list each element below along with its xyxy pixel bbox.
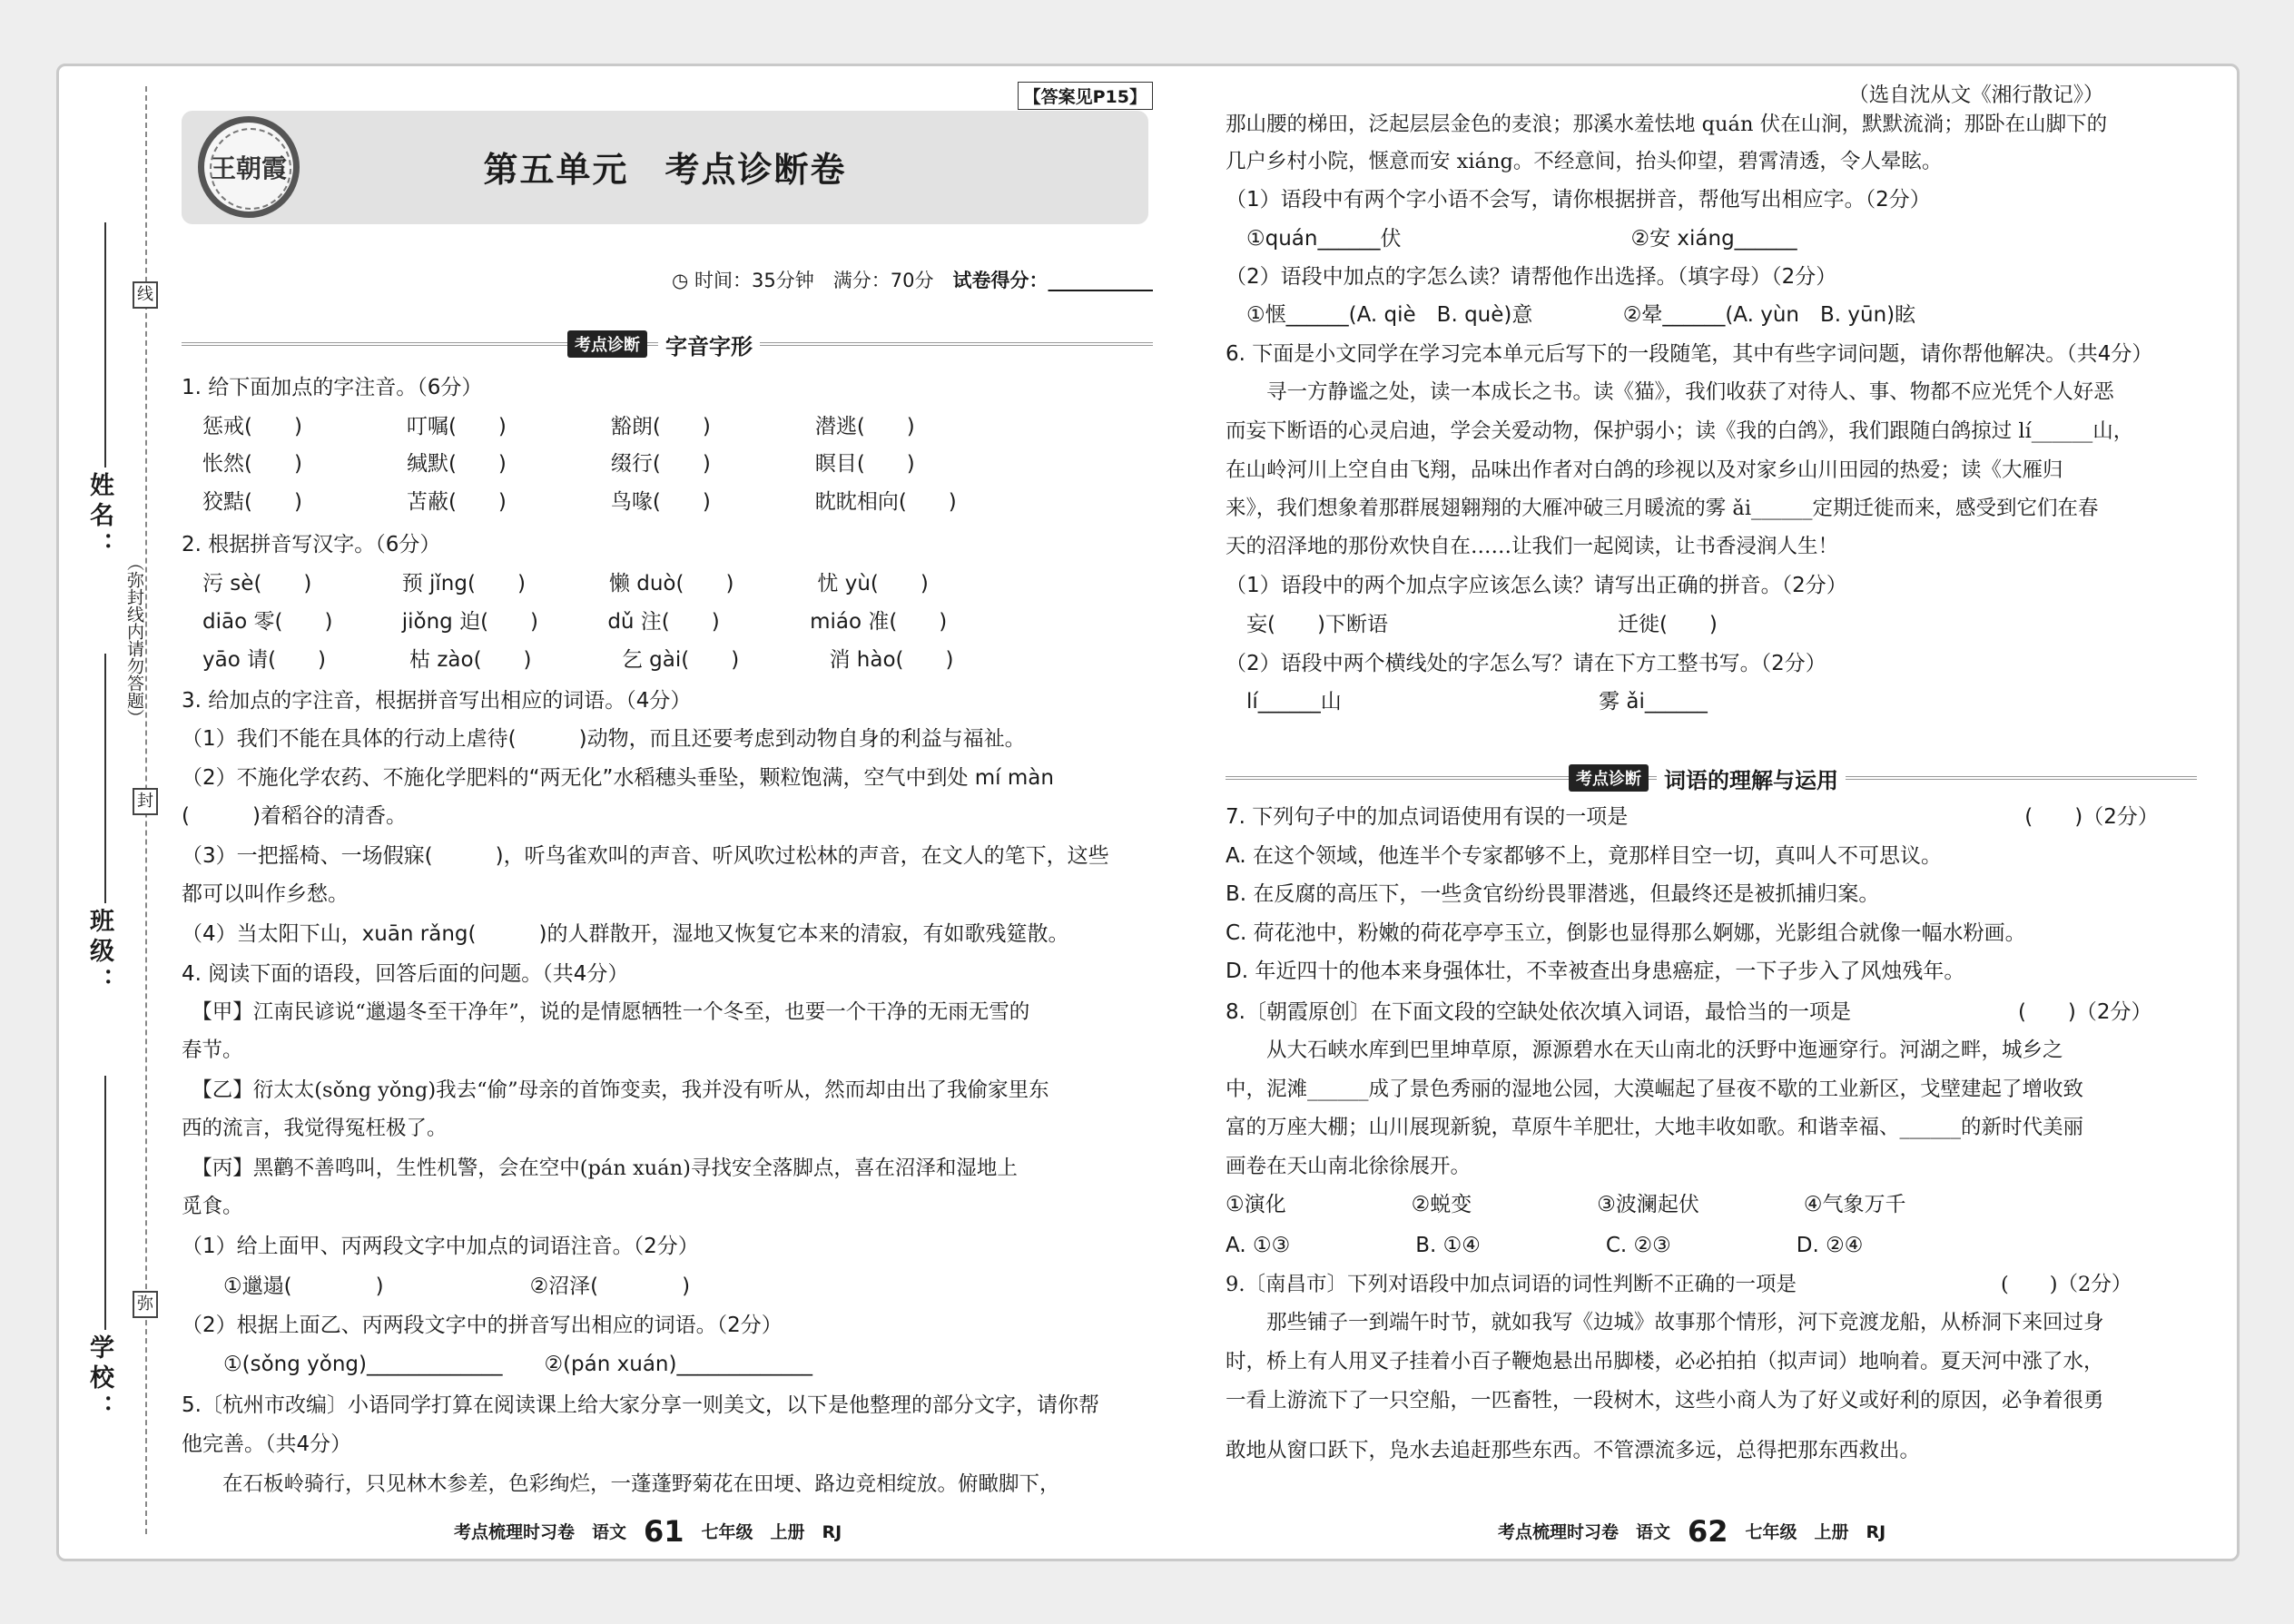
right-line: 时，桥上有人用叉子挂着小百子鞭炮悬出吊脚楼，必必拍拍（拟声词）地响着。夏天河中涨了水， — [1226, 1350, 2104, 1373]
left-line: ①(sǒng yǒng)_____________ ②(pán xuán)_____________ — [182, 1353, 812, 1376]
left-line: （4）当太阳下山，xuān rǎng( )的人群散开，湿地又恢复它本来的清寂，有如歌残筵散。 — [182, 922, 1069, 946]
left-line: 西的流言，我觉得冤枉极了。 — [182, 1117, 448, 1140]
left-line: 都可以叫作乡愁。 — [182, 882, 349, 906]
right-line: C. 荷花池中，粉嫩的荷花亭亭玉立，倒影也显得那么婀娜，光影组合就像一幅水粉画。 — [1226, 921, 2026, 945]
right-line: 从大石峡水库到巴里坤草原，源源碧水在天山南北的沃野中迤逦穿行。河湖之畔，城乡之 — [1226, 1038, 2063, 1062]
section-header-1 — [182, 329, 1153, 359]
footer-suffix: 七年级 上册 RJ — [684, 1522, 842, 1542]
right-line: ①演化 ②蜕变 ③波澜起伏 ④气象万千 — [1226, 1193, 1906, 1216]
logo-text: 王朝霞 — [210, 153, 287, 183]
right-line: 天的沼泽地的那份欢快自在……让我们一起阅读，让书香浸润人生！ — [1226, 535, 1839, 558]
class-label: 班级： — [85, 908, 113, 998]
left-line: 觅食。 — [182, 1195, 243, 1218]
page-number: 61 — [644, 1514, 684, 1549]
left-line: 5.〔杭州市改编〕小语同学打算在阅读课上给大家分享一则美文，以下是他整理的部分文字，请你帮 — [182, 1393, 1099, 1417]
right-line: 富的万座大棚；山川展现新貌，草原牛羊肥壮，大地丰收如歌。和谐幸福、______的新时代美丽 — [1226, 1116, 2084, 1139]
exam-meta — [672, 266, 1153, 293]
right-line: 那些铺子一到端午时节，就如我写《边城》故事那个情形，河下竞渡龙船，从桥洞下来回过身 — [1226, 1311, 2104, 1334]
school-label: 学校： — [85, 1334, 113, 1424]
answer-reference: 【答案见P15】 — [1018, 82, 1153, 110]
left-line: 狡黠( ) 苫蔽( ) 鸟喙( ) 眈眈相向( ) — [182, 490, 957, 514]
right-line: D. 年近四十的他本来身强体壮，不幸被查出身患癌症，一下子步入了风烛残年。 — [1226, 960, 1965, 983]
right-line: 妄( )下断语 迁徙( ) — [1226, 613, 1718, 636]
score-field[interactable]: 试卷得分：___________ — [952, 270, 1153, 291]
section-header-2 — [1226, 763, 2197, 793]
right-line: 而妄下断语的心灵启迪，学会关爱动物，保护弱小；读《我的白鸽》，我们跟随白鸽掠过 lí______山， — [1226, 419, 2134, 443]
right-line: 8.〔朝霞原创〕在下面文段的空缺处依次填入词语，最恰当的一项是 ( )（2分） — [1226, 1000, 2152, 1024]
section-title: 字音字形 — [658, 329, 760, 360]
footer-suffix: 七年级 上册 RJ — [1728, 1522, 1886, 1542]
right-line: 7. 下列句子中的加点词语使用有误的一项是 ( )（2分） — [1226, 805, 2159, 829]
right-line: lí______山 雾 ǎi______ — [1226, 690, 1708, 714]
right-line: （2）语段中加点的字怎么读？请帮他作出选择。（填字母）（2分） — [1226, 265, 1837, 289]
school-field[interactable] — [104, 1076, 106, 1330]
section-title: 词语的理解与运用 — [1657, 763, 1846, 794]
left-line: 1. 给下面加点的字注音。（6分） — [182, 376, 483, 399]
right-line: （选自沈从文《湘行散记》） — [1226, 84, 2104, 107]
right-line: 几户乡村小院，惬意而安 xiáng。不经意间，抬头仰望，碧霄清透，令人晕眩。 — [1226, 150, 1943, 173]
page-title: 第五单元 考点诊断卷 — [483, 150, 847, 190]
left-line: 【甲】江南民谚说“邋遢冬至干净年”，说的是情愿牺牲一个冬至，也要一个干净的无雨无雪的 — [182, 1000, 1030, 1024]
footer-prefix: 考点梳理时习卷 语文 — [1498, 1522, 1689, 1542]
right-line: 寻一方静谧之处，读一本成长之书。读《猫》，我们收获了对待人、事、物都不应光凭个人好恶 — [1226, 380, 2114, 404]
left-line: （2）不施化学农药、不施化学肥料的“两无化”水稻穗头垂坠，颗粒饱满，空气中到处 mí màn — [182, 766, 1054, 790]
class-field[interactable] — [104, 654, 106, 903]
right-line: A. 在这个领域，他连半个专家都够不上，竟那样目空一切，真叫人不可思议。 — [1226, 844, 1942, 868]
time-score: 时间：35分钟 满分：70分 — [694, 270, 934, 291]
binding-mark-feng: 封 — [133, 788, 158, 815]
left-line: ①邋遢( ) ②沼泽( ) — [182, 1275, 691, 1298]
right-line: A. ①③ B. ①④ C. ②③ D. ②④ — [1226, 1234, 1864, 1257]
left-line: 怅然( ) 缄默( ) 缀行( ) 瞑目( ) — [182, 452, 915, 476]
right-line: 来》，我们想象着那群展翅翱翔的大雁冲破三月暖流的雾 ǎi______定期迁徙而来，感受到它们在春 — [1226, 497, 2099, 520]
left-line: 【丙】黑鹳不善鸣叫，生性机警，会在空中(pán xuán)寻找安全落脚点，喜在沼泽和湿地上 — [182, 1156, 1018, 1180]
left-line: 4. 阅读下面的语段，回答后面的问题。（共4分） — [182, 962, 629, 986]
page-number: 62 — [1688, 1514, 1728, 1549]
left-line: （2）根据上面乙、丙两段文字中的拼音写出相应的词语。（2分） — [182, 1314, 783, 1337]
right-line: 画卷在天山南北徐徐展开。 — [1226, 1155, 1472, 1178]
left-line: 2. 根据拼音写汉字。（6分） — [182, 533, 441, 556]
right-line: 敢地从窗口跃下，凫水去追赶那些东西。不管漂流多远，总得把那东西救出。 — [1226, 1439, 1921, 1462]
right-line: （1）语段中的两个加点字应该怎么读？请写出正确的拼音。（2分） — [1226, 574, 1847, 597]
left-line: 他完善。（共4分） — [182, 1432, 352, 1456]
left-line: （1）我们不能在具体的行动上虐待( )动物，而且还要考虑到动物自身的利益与福祉。 — [182, 727, 1026, 751]
clock-icon: ◷ — [672, 270, 689, 291]
left-line: 在石板岭骑行，只见林木参差，色彩绚烂，一蓬蓬野菊花在田埂、路边竞相绽放。俯瞰脚下， — [182, 1472, 1060, 1496]
left-line: （1）给上面甲、丙两段文字中加点的词语注音。（2分） — [182, 1235, 699, 1258]
left-line: yāo 请( ) 枯 zào( ) 乞 gài( ) 消 hào( ) — [182, 648, 954, 672]
right-line: ①惬______(A. qiè B. què)意 ②晕______(A. yùn B. yūn)眩 — [1226, 303, 1916, 327]
right-line: 一看上游流下了一只空船，一匹畜牲，一段树木，这些小商人为了好义或好利的原因，必争着很勇 — [1226, 1389, 2104, 1412]
left-line: 春节。 — [182, 1038, 243, 1062]
right-line: 那山腰的梯田，泛起层层金色的麦浪；那溪水羞怯地 quán 伏在山涧，默默流淌；那卧在山脚下的 — [1226, 113, 2108, 136]
right-line: 6. 下面是小文同学在学习完本单元后写下的一段随笔，其中有些字词问题，请你帮他解决。（共4分） — [1226, 342, 2153, 366]
left-line: 惩戒( ) 叮嘱( ) 豁朗( ) 潜逃( ) — [182, 415, 915, 438]
left-line: （3）一把摇椅、一场假寐( )，听鸟雀欢叫的声音、听风吹过松林的声音，在文人的笔下，这些 — [182, 844, 1109, 868]
left-line: 污 sè( ) 预 jǐng( ) 懒 duò( ) 忧 yù( ) — [182, 572, 929, 595]
binding-mark-mi: 弥 — [133, 1291, 158, 1318]
title-banner — [182, 111, 1148, 224]
right-line: ①quán______伏 ②安 xiáng______ — [1226, 227, 1797, 251]
name-label: 姓名： — [85, 472, 113, 562]
footer-prefix: 考点梳理时习卷 语文 — [454, 1522, 645, 1542]
right-line: 9.〔南昌市〕下列对语段中加点词语的词性判断不正确的一项是 ( )（2分） — [1226, 1273, 2132, 1296]
section-tag: 考点诊断 — [1569, 764, 1649, 792]
binding-mark-xian: 线 — [133, 281, 158, 309]
left-line: ( )着稻谷的清香。 — [182, 804, 407, 828]
right-line: 中，泥滩______成了景色秀丽的湿地公园，大漠崛起了昼夜不歇的工业新区，戈壁建起了增收致 — [1226, 1078, 2084, 1101]
right-line: B. 在反腐的高压下，一些贪官纷纷畏罪潜逃，但最终还是被抓捕归案。 — [1226, 882, 1880, 906]
section-tag: 考点诊断 — [567, 330, 647, 358]
right-line: 在山岭河川上空自由飞翔，品味出作者对白鸽的珍视以及对家乡山川田园的热爱；读《大雁归 — [1226, 458, 2063, 482]
right-line: （2）语段中两个横线处的字怎么写？请在下方工整书写。（2分） — [1226, 652, 1826, 675]
name-field[interactable] — [104, 222, 106, 468]
footer-right — [1498, 1514, 1885, 1549]
binding-warning: （弥封线内请勿答题） — [124, 554, 144, 726]
left-line: 【乙】衍太太(sǒng yǒng)我去“偷”母亲的首饰变卖，我并没有听从，然而却由出了我偷家里东 — [182, 1078, 1049, 1102]
right-line: （1）语段中有两个字小语不会写，请你根据拼音，帮他写出相应字。（2分） — [1226, 188, 1931, 212]
left-line: 3. 给加点的字注音，根据拼音写出相应的词语。（4分） — [182, 689, 692, 713]
footer-left — [454, 1514, 842, 1549]
left-line: diāo 零( ) jiǒng 迫( ) dǔ 注( ) miáo 准( ) — [182, 610, 948, 634]
